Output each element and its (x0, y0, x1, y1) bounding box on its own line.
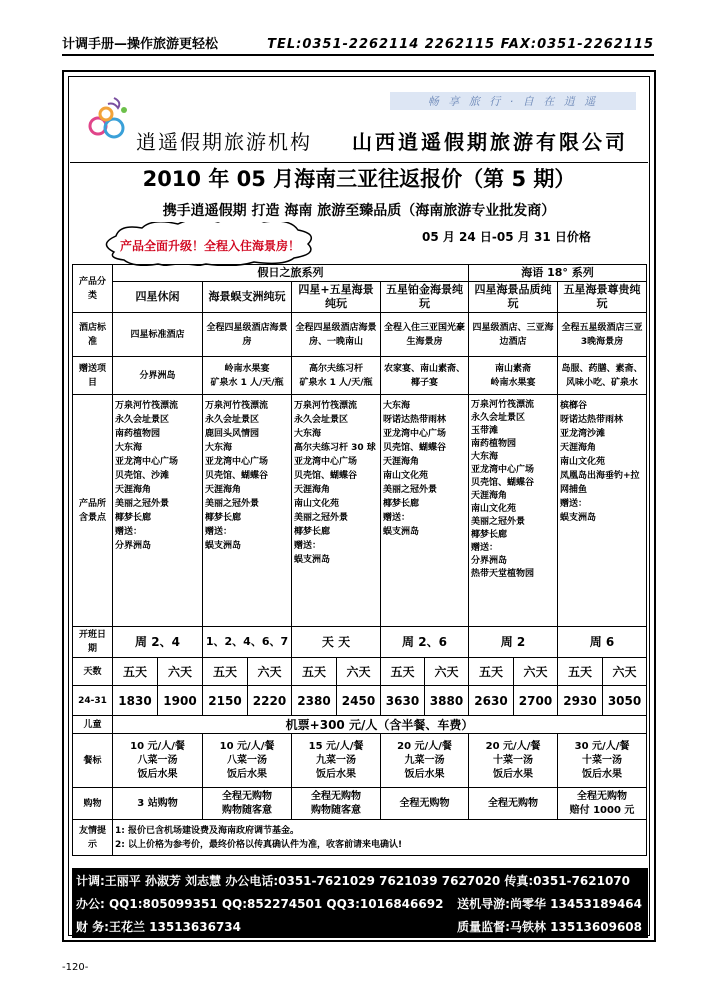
schedule-row (73, 627, 647, 658)
price-cell: 3630 (381, 686, 425, 716)
row-label: 24-31 (73, 686, 113, 716)
price-cell: 2700 (514, 686, 558, 716)
gift-cell: 岛服、药膳、素斋、风味小吃、矿泉水 (558, 357, 647, 395)
spots-cell: 万泉河竹筏漂流 永久会址景区 南药植物园 大东海 亚龙湾中心广场 贝壳馆、沙滩 天涯海角 美丽之冠外景 椰梦长廊 赠送： 分界洲岛 (113, 395, 203, 627)
row-label: 赠送项目 (73, 357, 113, 395)
header-contact: TEL:0351-2262114 2262115 FAX:0351-2262115 (267, 37, 654, 52)
child-row (73, 716, 647, 734)
shopping-cell: 全程无购物 赔付 1000 元 (558, 788, 647, 820)
slogan-bar: 畅 享 旅 行 · 自 在 逍 遥 (390, 92, 636, 110)
days-cell: 五天 (469, 658, 514, 686)
price-date-range: 05 月 24 日-05 月 31 日价格 (422, 230, 591, 244)
gift-cell: 岭南水果宴 矿泉水 1 人/天/瓶 (203, 357, 292, 395)
product-name: 四星+五星海景纯玩 (292, 282, 381, 313)
hotel-cell: 全程四星级酒店海景房 (203, 313, 292, 357)
product-name: 四星休闲 (113, 282, 203, 313)
meal-row (73, 734, 647, 788)
spots-row (73, 395, 647, 627)
footer-qq: 办公: QQ1:805099351 QQ:852274501 QQ3:1016846692 (76, 897, 444, 911)
product-name: 五星铂金海景纯玩 (381, 282, 469, 313)
gift-cell: 农家宴、南山素斋、椰子宴 (381, 357, 469, 395)
footer-guide: 送机导游:尚零华 13453189464 (457, 897, 642, 911)
days-cell: 六天 (603, 658, 647, 686)
footer-quality: 质量监督:马铁林 13513609608 (457, 920, 642, 934)
spots-cell: 大东海 呀诺达热带雨林 亚龙湾中心广场 贝壳馆、蝴蝶谷 天涯海角 南山文化苑 美丽之冠外景 椰梦长廊 赠送： 蜈支洲岛 (381, 395, 469, 627)
row-label: 餐标 (73, 734, 113, 788)
price-row (73, 686, 647, 716)
gift-cell: 南山素斋 岭南水果宴 (469, 357, 558, 395)
meal-cell: 20 元/人/餐 九菜一汤 饭后水果 (381, 734, 469, 788)
footer-line-1: 计调:王丽平 孙淑芳 刘志慧 办公电话:0351-7621029 7621039 7627020 传真:0351-7621070 (76, 874, 631, 888)
price-cell: 2930 (558, 686, 603, 716)
days-cell: 六天 (514, 658, 558, 686)
price-cell: 2450 (337, 686, 381, 716)
tips-row (73, 820, 647, 856)
hotel-cell: 全程五星级酒店三亚3晚海景房 (558, 313, 647, 357)
logo-text: 逍遥假期旅游机构 (136, 130, 312, 154)
hotel-cell: 四星级酒店、三亚海边酒店 (469, 313, 558, 357)
meal-cell: 15 元/人/餐 九菜一汤 饭后水果 (292, 734, 381, 788)
product-name: 四星海景品质纯玩 (469, 282, 558, 313)
days-cell: 五天 (203, 658, 248, 686)
days-row (73, 658, 647, 686)
spots-cell: 万泉河竹筏漂流 永久会址景区 大东海 高尔夫练习杆 30 球 亚龙湾中心广场 贝壳馆、蝴蝶谷 天涯海角 南山文化苑 美丽之冠外景 椰梦长廊 赠送： 蜈支洲岛 (292, 395, 381, 627)
tip-line: 2: 以上价格为参考价，最终价格以传真确认件为准，收客前请来电确认! (115, 839, 403, 850)
product-name: 五星海景尊贵纯玩 (558, 282, 647, 313)
price-cell: 1830 (113, 686, 158, 716)
product-row (73, 282, 647, 313)
child-price: 机票+300 元/人（含半餐、车费） (113, 716, 647, 734)
shopping-cell: 3 站购物 (113, 788, 203, 820)
page-number: -120- (62, 962, 89, 973)
price-cell: 2150 (203, 686, 248, 716)
spots-cell: 槟榔谷 呀诺达热带雨林 亚龙湾沙滩 天涯海角 南山文化苑 凤凰岛出海垂钓+拉网捕鱼 赠送： 蜈支洲岛 (558, 395, 647, 627)
product-name: 海景蜈支洲纯玩 (203, 282, 292, 313)
subtitle: 携手逍遥假期 打造 海南 旅游至臻品质（海南旅游专业批发商） (162, 203, 556, 219)
header-left: 计调手册—操作旅游更轻松 (62, 37, 219, 52)
meal-cell: 10 元/人/餐 八菜一汤 饭后水果 (113, 734, 203, 788)
page-title: 2010 年 05 月海南三亚往返报价（第 5 期） (142, 167, 576, 191)
row-label: 购物 (73, 788, 113, 820)
row-label: 友情提示 (73, 820, 113, 856)
price-cell: 2220 (248, 686, 292, 716)
price-cell: 1900 (158, 686, 203, 716)
days-cell: 六天 (425, 658, 469, 686)
row-label: 产品分类 (73, 265, 113, 313)
shopping-cell: 全程无购物 购物随客意 (292, 788, 381, 820)
spots-cell: 万泉河竹筏漂流 永久会址景区 玉带滩 南药植物园 大东海 亚龙湾中心广场 贝壳馆、蝴蝶谷 天涯海角 南山文化苑 美丽之冠外景 椰梦长廊 赠送： 分界洲岛 热带天堂植物园 (469, 395, 558, 627)
quote-header (72, 164, 646, 253)
price-cell: 3050 (603, 686, 647, 716)
gift-cell: 高尔夫练习杆 矿泉水 1 人/天/瓶 (292, 357, 381, 395)
gift-cell: 分界洲岛 (113, 357, 203, 395)
shopping-row (73, 788, 647, 820)
hotel-cell: 全程四星级酒店海景房、一晚南山 (292, 313, 381, 357)
company-banner (70, 76, 648, 168)
row-label: 天数 (73, 658, 113, 686)
spots-cell: 万泉河竹筏漂流 永久会址景区 鹿回头风情园 大东海 亚龙湾中心广场 贝壳馆、蝴蝶谷 天涯海角 美丽之冠外景 椰梦长廊 赠送： 蜈支洲岛 (203, 395, 292, 627)
shopping-cell: 全程无购物 (381, 788, 469, 820)
days-cell: 五天 (113, 658, 158, 686)
contact-footer (72, 868, 648, 938)
row-label: 产品所含景点 (73, 395, 113, 627)
price-cell: 2380 (292, 686, 337, 716)
company-name: 山西逍遥假期旅游有限公司 (352, 130, 628, 154)
gift-row (73, 357, 647, 395)
meal-cell: 20 元/人/餐 十菜一汤 饭后水果 (469, 734, 558, 788)
series-haiyu: 海语 18° 系列 (469, 265, 647, 282)
row-label: 酒店标准 (73, 313, 113, 357)
schedule-cell: 1、2、4、6、7 (203, 627, 292, 658)
series-holiday: 假日之旅系列 (113, 265, 469, 282)
row-label: 儿童 (73, 716, 113, 734)
days-cell: 六天 (248, 658, 292, 686)
promo-text: 产品全面升级！全程入住海景房！ (120, 239, 301, 253)
meal-cell: 30 元/人/餐 十菜一汤 饭后水果 (558, 734, 647, 788)
days-cell: 五天 (558, 658, 603, 686)
schedule-cell: 周 2、6 (381, 627, 469, 658)
schedule-cell: 周 2、4 (113, 627, 203, 658)
quote-table (72, 264, 647, 856)
row-label: 开班日期 (73, 627, 113, 658)
shopping-cell: 全程无购物 购物随客意 (203, 788, 292, 820)
days-cell: 六天 (158, 658, 203, 686)
hotel-cell: 全程入住三亚国光豪生海景房 (381, 313, 469, 357)
meal-cell: 10 元/人/餐 八菜一汤 饭后水果 (203, 734, 292, 788)
tips-cell (113, 820, 647, 856)
schedule-cell: 周 6 (558, 627, 647, 658)
page-header (62, 30, 654, 56)
price-cell: 2630 (469, 686, 514, 716)
hotel-row (73, 313, 647, 357)
schedule-cell: 天 天 (292, 627, 381, 658)
hotel-cell: 四星标准酒店 (113, 313, 203, 357)
schedule-cell: 周 2 (469, 627, 558, 658)
shopping-cell: 全程无购物 (469, 788, 558, 820)
banner-divider (70, 162, 648, 163)
series-row (73, 265, 647, 282)
days-cell: 六天 (337, 658, 381, 686)
tip-line: 1: 报价已含机场建设费及海南政府调节基金。 (115, 825, 299, 836)
days-cell: 五天 (292, 658, 337, 686)
price-cell: 3880 (425, 686, 469, 716)
footer-finance: 财 务:王花兰 13513636734 (76, 920, 242, 934)
days-cell: 五天 (381, 658, 425, 686)
